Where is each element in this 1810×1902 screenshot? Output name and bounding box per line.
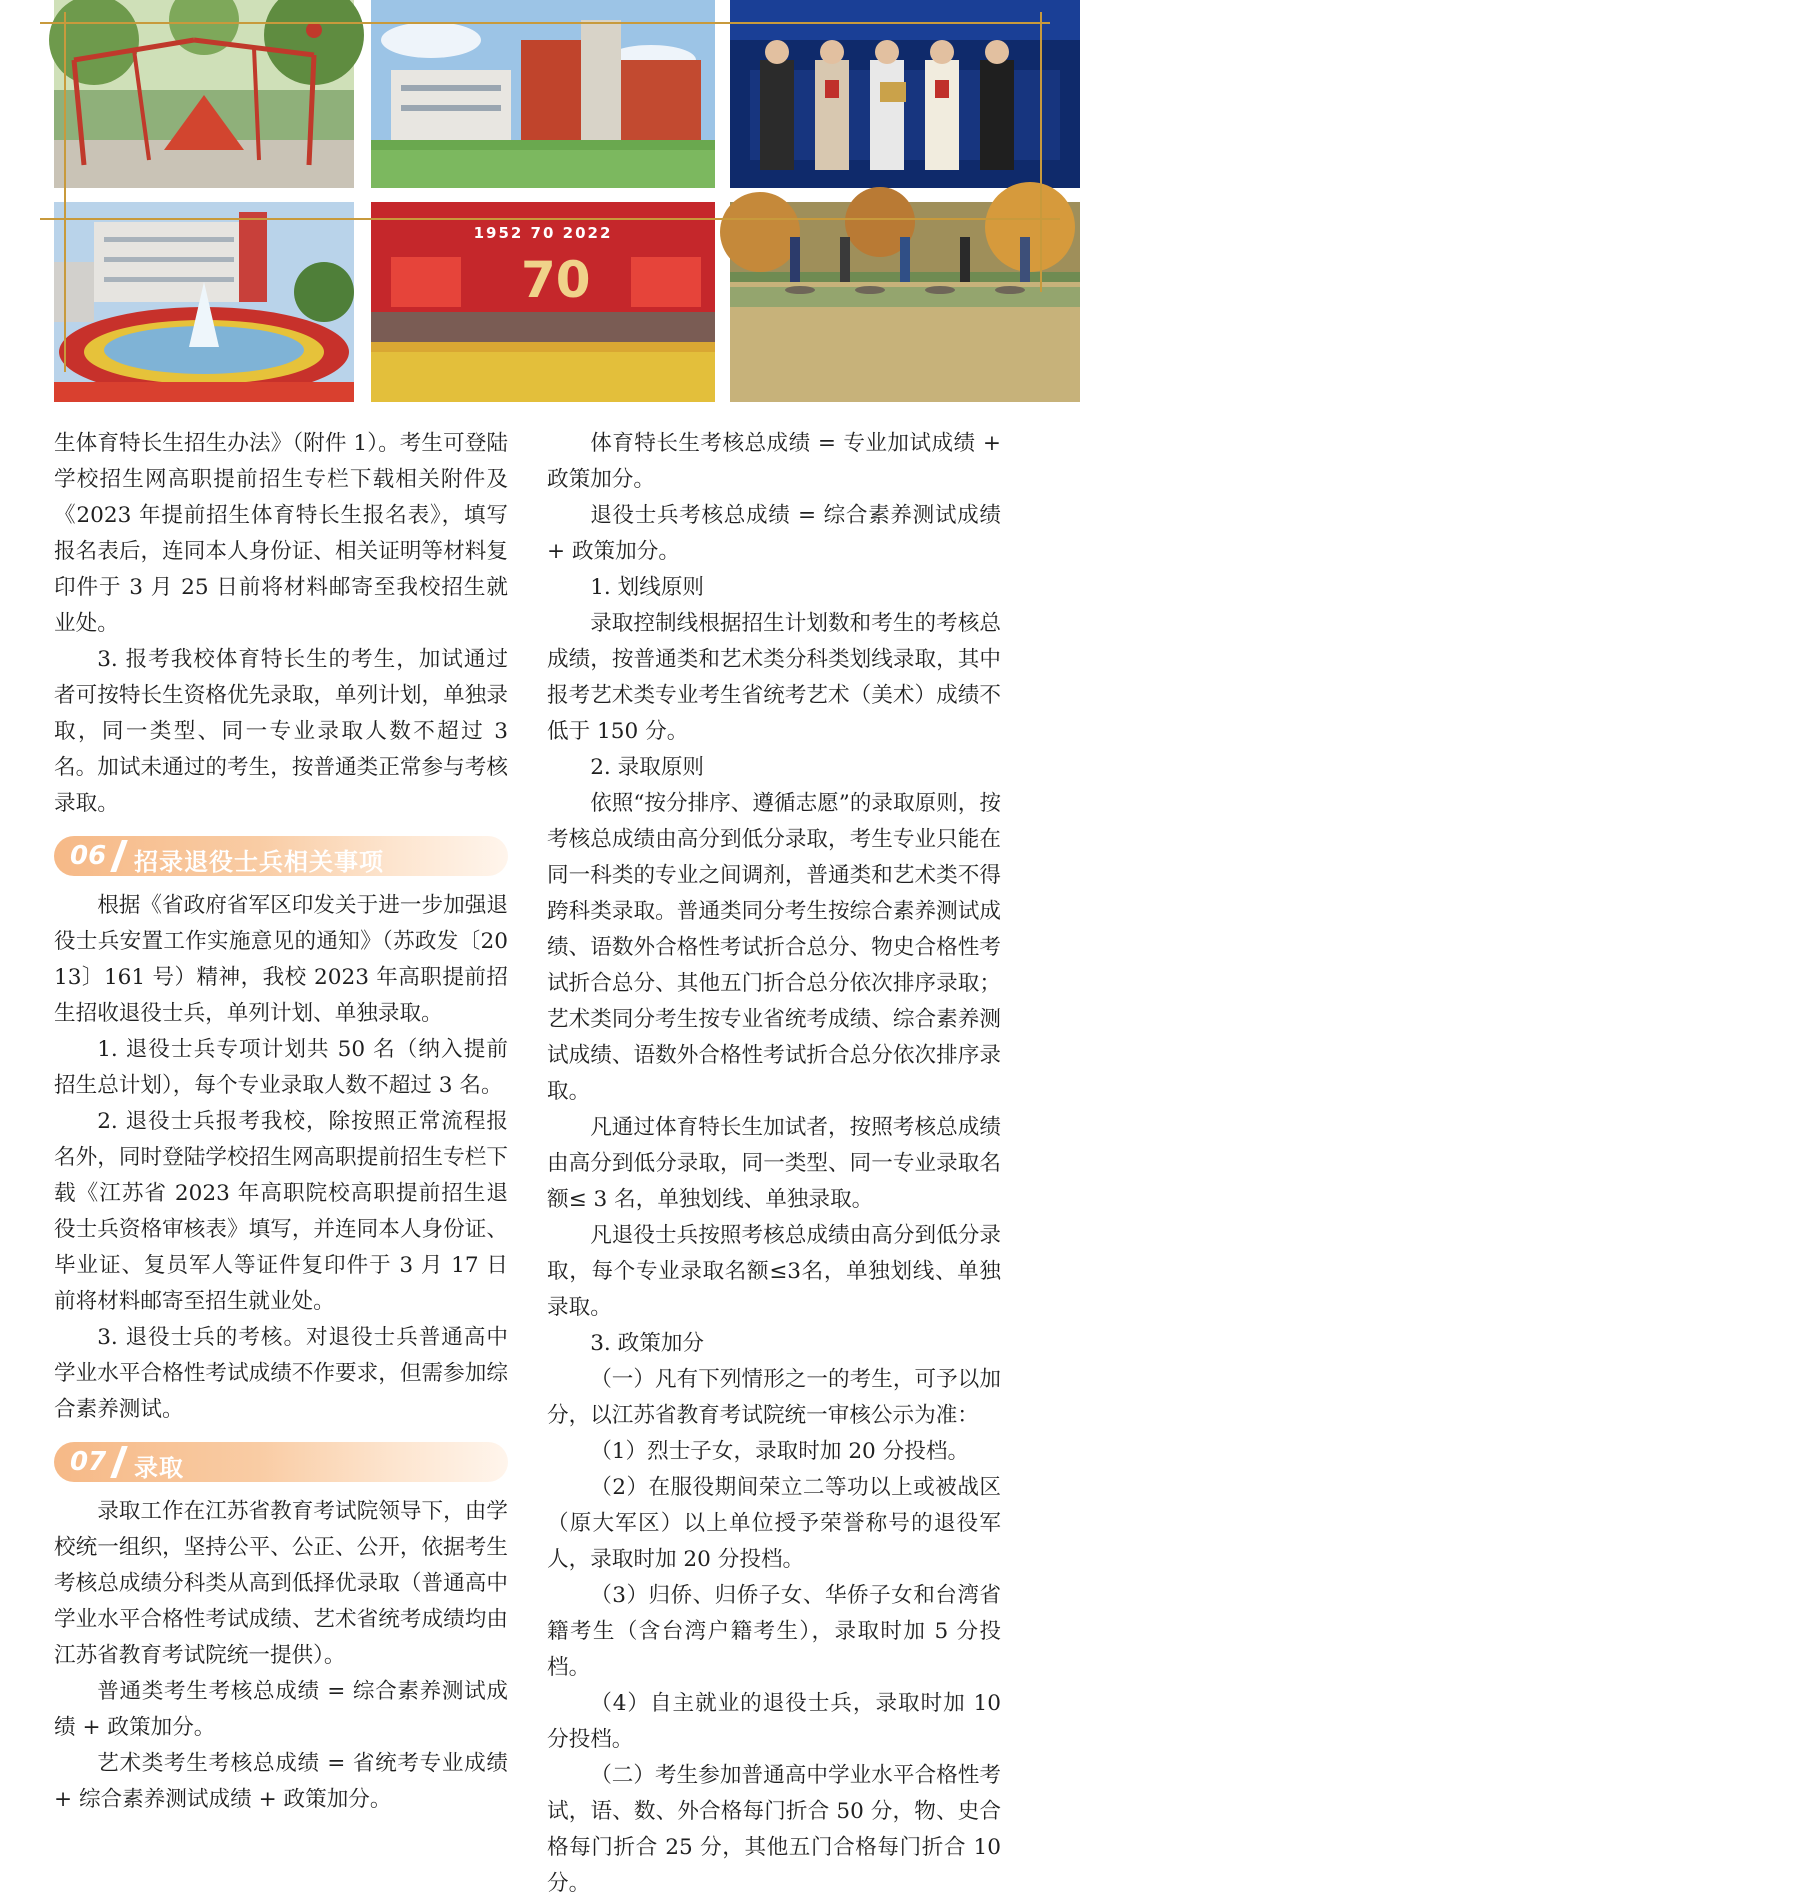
frame-line: [40, 22, 1050, 24]
section-title: 录取: [134, 1454, 184, 1482]
svg-text:70: 70: [521, 251, 591, 309]
section-header-07: [54, 1440, 508, 1484]
paragraph: 录取控制线根据招生计划数和考生的考核总成绩，按普通类和艺术类分科类划线录取，其中报考艺术类专业考生省统考艺术（美术）成绩不低于 150 分。: [547, 611, 1001, 744]
fountain-photo: [54, 202, 354, 402]
list-item: （3）归侨、归侨子女、华侨子女和台湾省籍考生（含台湾户籍考生），录取时加 5 分投档。: [547, 1583, 1001, 1680]
paragraph: 录取工作在江苏省教育考试院领导下，由学校统一组织，坚持公平、公正、公开，依据考生考核总成绩分科类从高到低择优录取（普通高中学业水平合格性考试成绩、艺术省统考成绩均由江苏省教育考试院统一提供）。: [54, 1499, 508, 1668]
left-column: [54, 426, 508, 1818]
banner-text: 江苏省第十三届大学生职业规划大: [1474, 16, 1789, 40]
section-number: 07: [70, 1447, 107, 1477]
paragraph: 2. 退役士兵报考我校，除按照正常流程报名外，同时登陆学校招生网高职提前招生专栏下载《江苏省 2023 年高职院校高职提前招生退役士兵资格审核表》填写，并连同本人身份证、毕业证、复员军人等证件复印件于 3 月 17 日前将材料邮寄至招生就业处。: [54, 1109, 508, 1314]
paragraph: 体育特长生考核总成绩 = 专业加试成绩 + 政策加分。: [547, 431, 1001, 492]
paragraph: 根据《省政府省军区印发关于进一步加强退役士兵安置工作实施意见的通知》（苏政发〔2013〕161 号）精神，我校 2023 年高职提前招生招收退役士兵，单列计划、单独录取。: [54, 893, 508, 1026]
photo-collage: [0, 0, 1789, 404]
section-number: 06: [70, 841, 107, 871]
frame-line: [40, 218, 1060, 220]
right-column: [547, 426, 1001, 1902]
subheading: 2. 录取原则: [590, 755, 705, 780]
paragraph: 凡通过体育特长生加试者，按照考核总成绩由高分到低分录取，同一类型、同一专业录取名额≤ 3 名，单独划线、单独录取。: [547, 1115, 1001, 1212]
section-title: 招录退役士兵相关事项: [134, 848, 384, 876]
frame-line: [64, 12, 66, 372]
red-sculpture-photo: [54, 0, 354, 188]
paragraph: 3. 报考我校体育特长生的考生，加试通过者可按特长生资格优先录取，单列计划，单独录取，同一类型、同一专业录取人数不超过 3 名。加试未通过的考生，按普通类正常参与考核录取。: [54, 647, 508, 816]
paragraph: 艺术类考生考核总成绩 = 省统考专业成绩 + 综合素养测试成绩 + 政策加分。: [54, 1751, 508, 1812]
paragraph: （二）考生参加普通高中学业水平合格性考试，语、数、外合格每门折合 50 分，物、史合格每门折合 25 分，其他五门合格每门折合 10 分。: [547, 1763, 1001, 1896]
paragraph: 1. 退役士兵专项计划共 50 名（纳入提前招生总计划），每个专业录取人数不超过 3 名。: [54, 1037, 508, 1098]
paragraph: 退役士兵考核总成绩 = 综合素养测试成绩 + 政策加分。: [547, 503, 1001, 564]
section-header-06: [54, 834, 508, 878]
stepping-stones-photo: [730, 202, 1080, 402]
paragraph: 3. 退役士兵的考核。对退役士兵普通高中学业水平合格性考试成绩不作要求，但需参加综合素养测试。: [54, 1325, 508, 1422]
campus-building-photo: [371, 0, 715, 188]
paragraph: 依照“按分排序、遵循志愿”的录取原则，按考核总成绩由高分到低分录取，考生专业只能在同一科类的专业之间调剂，普通类和艺术类不得跨科类录取。普通类同分考生按综合素养测试成绩、语数外合格性考试折合总分、物史合格性考试折合总分、其他五门折合总分依次排序录取；艺术类同分考生按专业省统考成绩、综合素养测试成绩、语数外合格性考试折合总分依次排序录取。: [547, 791, 1001, 1104]
anniversary-photo: [371, 202, 715, 402]
paragraph: （一）凡有下列情形之一的考生，可予以加分，以江苏省教育考试院统一审核公示为准：: [547, 1367, 1001, 1428]
anniversary-years: 1952 70 2022: [473, 224, 613, 242]
subheading: 1. 划线原则: [590, 575, 705, 600]
list-item: （2）在服役期间荣立二等功以上或被战区（原大军区）以上单位授予荣誉称号的退役军人，录取时加 20 分投档。: [547, 1475, 1001, 1572]
paragraph: 生体育特长生招生办法》（附件 1）。考生可登陆学校招生网高职提前招生专栏下载相关附件及《2023 年提前招生体育特长生报名表》，填写报名表后，连同本人身份证、相关证明等材料复印件于 3 月 25 日前将材料邮寄至我校招生就业处。: [54, 431, 508, 636]
list-item: （1）烈士子女，录取时加 20 分投档。: [590, 1439, 970, 1464]
subheading: 3. 政策加分: [590, 1331, 705, 1356]
paragraph: 普通类考生考核总成绩 = 综合素养测试成绩 + 政策加分。: [54, 1679, 508, 1740]
award-ceremony-photo: [730, 0, 1789, 188]
frame-line: [1040, 12, 1042, 292]
paragraph: 凡退役士兵按照考核总成绩由高分到低分录取，每个专业录取名额≤3名，单独划线、单独录取。: [547, 1223, 1001, 1320]
list-item: （4）自主就业的退役士兵，录取时加 10 分投档。: [547, 1691, 1001, 1752]
